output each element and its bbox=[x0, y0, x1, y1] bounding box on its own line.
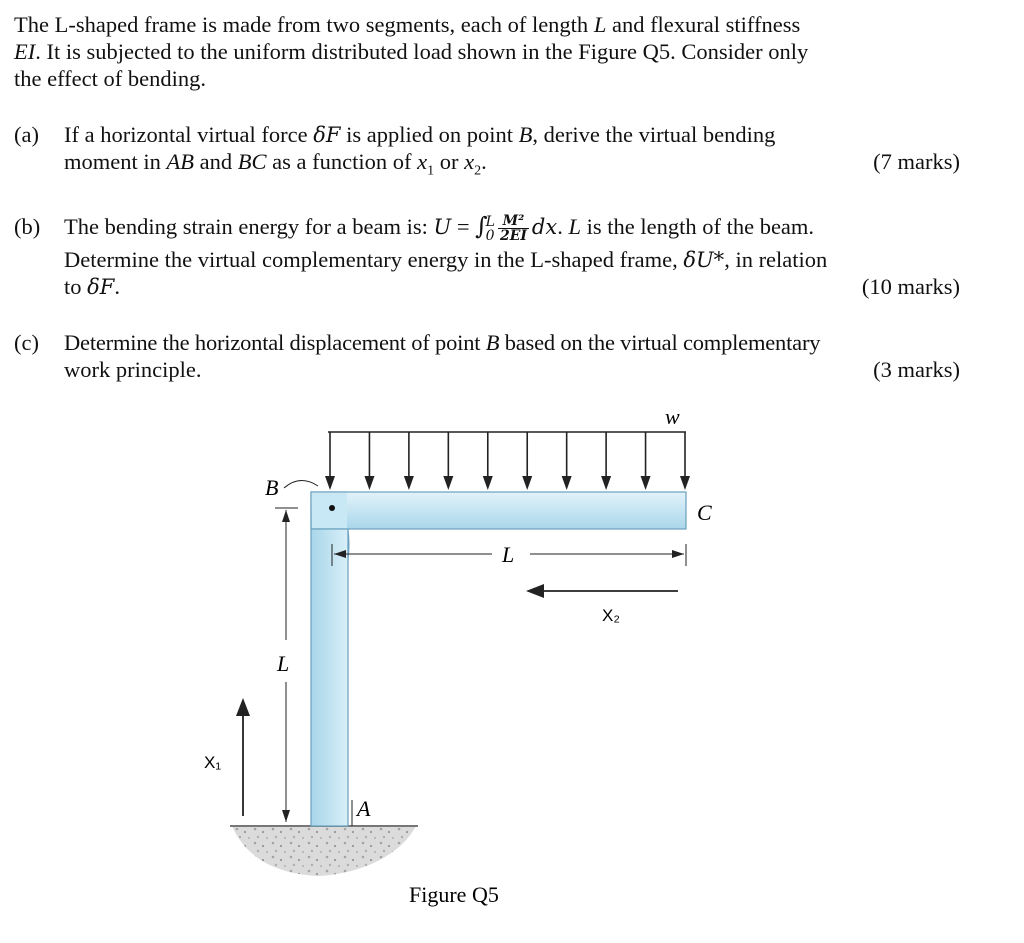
question-b-line-2: Determine the virtual complementary energy in the L-shaped frame, δU*, in relation bbox=[64, 247, 828, 272]
question-c-line-2: work principle. (3 marks) bbox=[64, 357, 960, 382]
load-arrow-head bbox=[522, 476, 532, 490]
strain-energy-fraction: $\frac{\text{M²}}{2EI}$ bbox=[499, 213, 527, 245]
point-b-leader bbox=[284, 480, 318, 488]
intro-line-2: EI. It is subjected to the uniform distributed load shown in the Figure Q5. Consider only bbox=[14, 39, 809, 64]
integral-sign: ∫ bbox=[475, 212, 488, 240]
beam-bc bbox=[311, 492, 686, 529]
question-c-label: (c) bbox=[14, 330, 39, 355]
dimension-label-l-vertical: L bbox=[277, 651, 290, 676]
load-arrow-head bbox=[680, 476, 690, 490]
intro-line-1: The L-shaped frame is made from two segments, each of length L and flexural stiffness bbox=[14, 12, 801, 37]
load-arrow-head bbox=[325, 476, 335, 490]
question-a-label: (a) bbox=[14, 122, 39, 147]
load-arrow-head bbox=[562, 476, 572, 490]
frame-joint bbox=[312, 493, 347, 528]
dimension-label-l-horizontal: L bbox=[502, 542, 515, 567]
intro-line-3: the effect of bending. bbox=[14, 66, 207, 91]
question-a-marks: (7 marks) bbox=[873, 149, 960, 174]
point-label-a: A bbox=[357, 796, 371, 821]
coordinate-label-x1: X₁ bbox=[204, 753, 222, 772]
load-arrow-head bbox=[483, 476, 493, 490]
x2-coordinate-arrow bbox=[526, 584, 678, 598]
load-arrow-head bbox=[364, 476, 374, 490]
x1-coordinate-arrow bbox=[236, 698, 250, 816]
point-b-marker bbox=[329, 505, 335, 511]
distributed-load bbox=[325, 432, 690, 490]
ground-support bbox=[230, 826, 418, 876]
integral-limits: L 0 bbox=[485, 213, 495, 244]
question-c-marks: (3 marks) bbox=[873, 357, 960, 382]
figure-caption: Figure Q5 bbox=[409, 882, 499, 907]
question-b-line-1: The bending strain energy for a beam is: U = ∫ L 0 $\frac{\text{M²}}{2EI}$ dx. L is the length of the beam. bbox=[64, 212, 815, 245]
coordinate-label-x2: X₂ bbox=[602, 606, 620, 625]
load-arrow-head bbox=[601, 476, 611, 490]
load-arrow-head bbox=[404, 476, 414, 490]
question-b-marks: (10 marks) bbox=[861, 274, 960, 299]
question-a-line-2: moment in AB and BC as a function of $x_1$ or $x_2$. (7 marks) bbox=[64, 149, 960, 179]
question-a-line-1: If a horizontal virtual force δF is applied on point B, derive the virtual bending bbox=[64, 122, 776, 147]
point-label-b: B bbox=[265, 475, 279, 500]
load-arrow-head bbox=[641, 476, 651, 490]
question-c-line-1: Determine the horizontal displacement of point B based on the virtual complementary bbox=[64, 330, 821, 355]
load-arrow-head bbox=[443, 476, 453, 490]
ground-gravel bbox=[232, 826, 416, 876]
question-b-line-3: to δF. (10 marks) bbox=[64, 274, 960, 299]
column-ab bbox=[311, 492, 348, 826]
load-label-w: w bbox=[665, 404, 680, 429]
point-label-c: C bbox=[697, 500, 712, 525]
question-b-label: (b) bbox=[14, 214, 41, 239]
l-shaped-frame bbox=[311, 492, 686, 826]
